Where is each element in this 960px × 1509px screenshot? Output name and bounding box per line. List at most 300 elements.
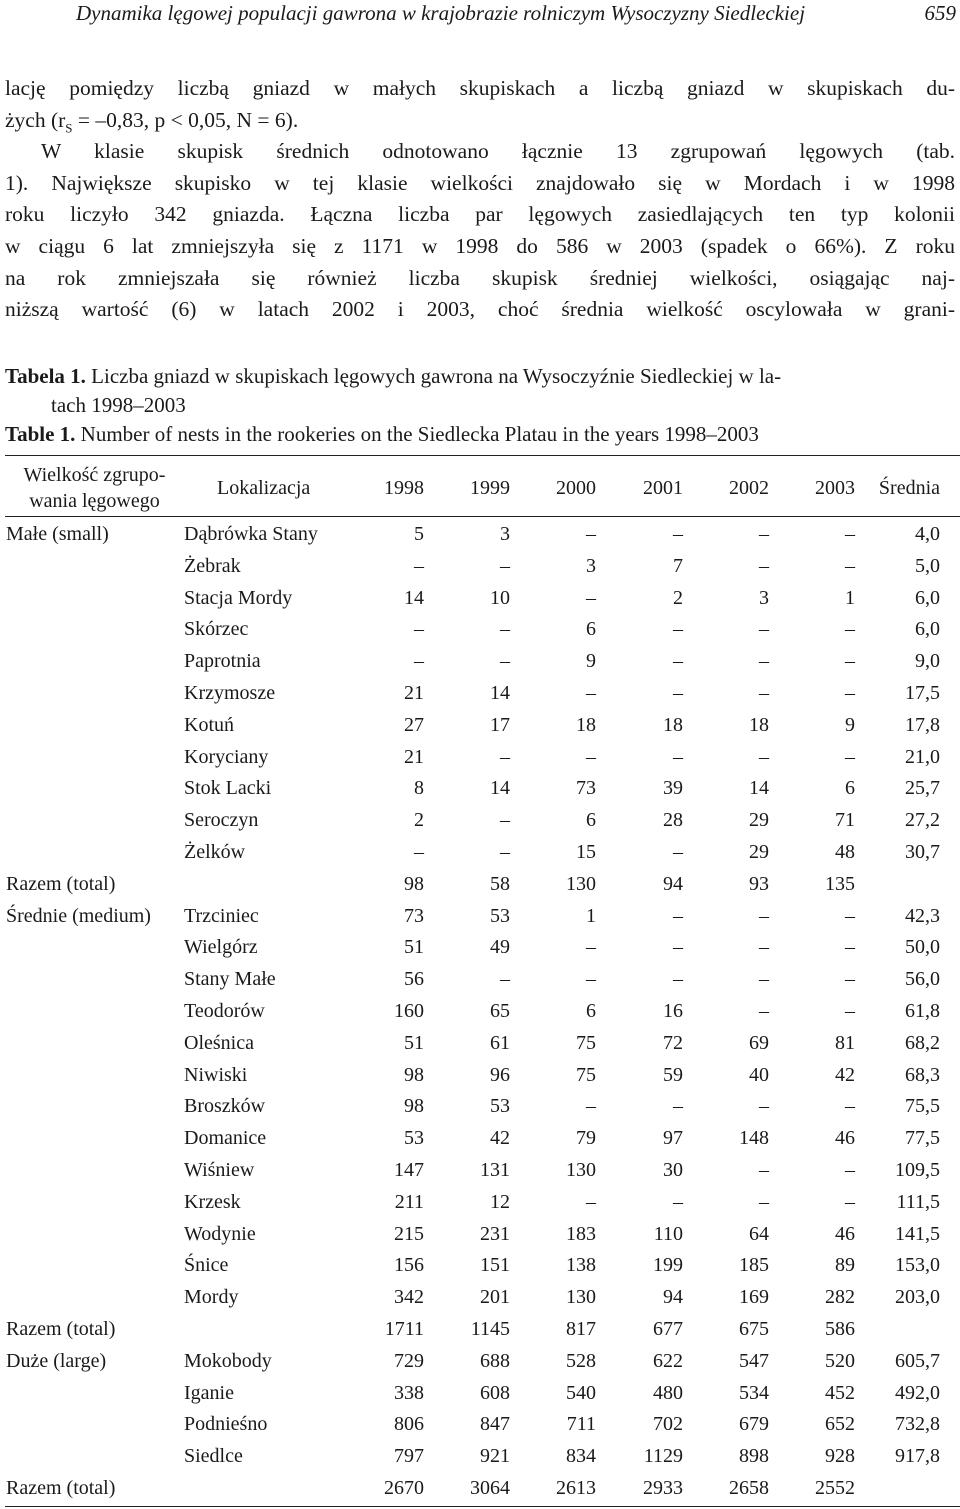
table-row	[0, 1377, 960, 1409]
header-2000: 2000	[556, 477, 596, 499]
cell-average: 141,5	[895, 1222, 940, 1245]
cell-value: –	[500, 809, 510, 832]
cell-value: 46	[835, 1222, 855, 1245]
table-caption-pl	[5, 362, 955, 420]
cell-value: 42	[490, 1127, 510, 1150]
cell-value: 75	[576, 1031, 596, 1054]
cell-average: 605,7	[895, 1349, 940, 1372]
cell-value: 14	[404, 586, 424, 609]
cell-value: 921	[480, 1445, 510, 1468]
cell-value: 46	[835, 1127, 855, 1150]
cell-average: 68,2	[905, 1031, 940, 1054]
cell-value: 73	[576, 777, 596, 800]
cell-value: 151	[480, 1254, 510, 1277]
body-line: 1). Największe skupisko w tej klasie wielkości znajdowało się w Mordach i w 1998	[5, 170, 955, 195]
header-text: Wielkość zgrupo-	[23, 464, 166, 486]
table-row	[0, 772, 960, 804]
cell-location: Stok Lacki	[184, 777, 272, 800]
cell-location: Stacja Mordy	[184, 586, 293, 609]
table-header-rule	[5, 516, 960, 517]
cell-value: –	[759, 523, 769, 545]
cell-value: 797	[394, 1445, 424, 1468]
cell-location: Koryciany	[184, 745, 269, 768]
cell-average: 50,0	[905, 936, 940, 959]
table-row	[0, 1313, 960, 1345]
cell-value: 528	[566, 1349, 596, 1372]
cell-value: 834	[566, 1445, 596, 1468]
cell-value: 547	[739, 1349, 769, 1372]
cell-value: 1	[586, 904, 596, 927]
cell-value: 688	[480, 1349, 510, 1372]
cell-location: Trzciniec	[184, 904, 259, 927]
cell-value: 2552	[815, 1476, 855, 1499]
cell-average: 9,0	[915, 650, 940, 673]
cell-value: 40	[749, 1063, 769, 1086]
header-2001: 2001	[643, 477, 683, 499]
cell-value: 59	[663, 1063, 683, 1086]
cell-value: 1145	[470, 1317, 510, 1340]
cell-average: 4,0	[915, 523, 940, 545]
cell-value: 199	[653, 1254, 683, 1277]
cell-location: Wielgórz	[184, 936, 258, 959]
cell-location: Żebrak	[184, 554, 241, 577]
cell-value: 586	[825, 1317, 855, 1340]
cell-average: 75,5	[905, 1095, 940, 1118]
table-row	[0, 1027, 960, 1059]
cell-value: –	[759, 650, 769, 673]
cell-location: Śnice	[184, 1254, 229, 1277]
cell-location: Seroczyn	[184, 809, 259, 832]
body-line: roku liczyło 342 gniazda. Łączna liczba par lęgowych zasiedlających ten typ kolonii	[5, 202, 955, 227]
cell-value: 2	[414, 809, 424, 832]
cell-value: 2658	[729, 1476, 769, 1499]
cell-value: 17	[490, 713, 510, 736]
cell-value: 53	[404, 1127, 424, 1150]
cell-value: 51	[404, 1031, 424, 1054]
cell-value: 69	[749, 1031, 769, 1054]
cell-value: 9	[845, 713, 855, 736]
cell-location: Broszków	[184, 1095, 266, 1118]
cell-value: 3	[500, 523, 510, 545]
cell-value: 98	[404, 872, 424, 895]
cell-value: 48	[835, 840, 855, 863]
cell-value: 12	[490, 1190, 510, 1213]
cell-value: –	[414, 650, 424, 673]
cell-average: 27,2	[905, 809, 940, 832]
cell-value: 51	[404, 936, 424, 959]
cell-value: 847	[480, 1413, 510, 1436]
body-line: w ciągu 6 lat zmniejszyła się z 1171 w 1998 do 586 w 2003 (spadek o 66%). Z roku	[5, 233, 955, 258]
cell-value: 928	[825, 1445, 855, 1468]
cell-value: 98	[404, 1063, 424, 1086]
cell-group: Średnie (medium)	[6, 904, 151, 927]
cell-value: 97	[663, 1127, 683, 1150]
cell-average: 109,5	[895, 1158, 940, 1181]
table-row	[0, 741, 960, 773]
cell-value: 71	[835, 809, 855, 832]
cell-value: –	[759, 968, 769, 991]
cell-value: 6	[586, 809, 596, 832]
table-row	[0, 550, 960, 582]
cell-group: Małe (small)	[6, 523, 109, 545]
table-row	[0, 709, 960, 741]
cell-value: 608	[480, 1381, 510, 1404]
cell-value: 10	[490, 586, 510, 609]
cell-value: 2670	[384, 1476, 424, 1499]
cell-location: Mokobody	[184, 1349, 272, 1372]
cell-value: –	[845, 650, 855, 673]
header-1998: 1998	[384, 477, 424, 499]
cell-value: –	[500, 745, 510, 768]
cell-average: 42,3	[905, 904, 940, 927]
cell-value: 89	[835, 1254, 855, 1277]
body-line: W klasie skupisk średnich odnotowano łącznie 13 zgrupowań lęgowych (tab.	[41, 139, 955, 164]
cell-value: 169	[739, 1286, 769, 1309]
table-row	[0, 868, 960, 900]
cell-value: 2933	[643, 1476, 683, 1499]
cell-value: –	[845, 1190, 855, 1213]
table-row	[0, 1059, 960, 1091]
table-row	[0, 1249, 960, 1281]
cell-value: 110	[653, 1222, 683, 1245]
cell-value: 14	[490, 777, 510, 800]
cell-value: –	[500, 968, 510, 991]
cell-average: 111,5	[896, 1190, 940, 1213]
cell-value: –	[845, 745, 855, 768]
table-row	[0, 1281, 960, 1313]
cell-value: 96	[490, 1063, 510, 1086]
cell-value: –	[759, 745, 769, 768]
caption-label: Table 1.	[5, 422, 76, 446]
cell-value: 72	[663, 1031, 683, 1054]
cell-value: –	[759, 1190, 769, 1213]
cell-average: 5,0	[915, 554, 940, 577]
cell-location: Dąbrówka Stany	[184, 523, 318, 545]
cell-value: 452	[825, 1381, 855, 1404]
table-row	[0, 613, 960, 645]
cell-location: Teodorów	[184, 999, 265, 1022]
cell-value: 711	[566, 1413, 596, 1436]
cell-location: Wodynie	[184, 1222, 256, 1245]
cell-value: –	[759, 1158, 769, 1181]
cell-value: –	[759, 904, 769, 927]
cell-value: 14	[749, 777, 769, 800]
cell-value: –	[845, 554, 855, 577]
cell-value: 3064	[470, 1476, 510, 1499]
caption-line: tach 1998–2003	[51, 393, 186, 417]
cell-value: 64	[749, 1222, 769, 1245]
cell-value: –	[500, 618, 510, 641]
body-line-text: = –0,83, p < 0,05, N = 6).	[72, 107, 299, 132]
cell-value: 93	[749, 872, 769, 895]
cell-value: –	[673, 936, 683, 959]
cell-value: 1	[845, 586, 855, 609]
header-average: Średnia	[878, 477, 940, 499]
table-row	[0, 1186, 960, 1218]
table-row	[0, 804, 960, 836]
cell-value: 29	[749, 840, 769, 863]
cell-location: Żelków	[184, 840, 246, 863]
cell-value: 61	[490, 1031, 510, 1054]
cell-value: 16	[663, 999, 683, 1022]
cell-value: –	[586, 1190, 596, 1213]
cell-location: Iganie	[184, 1381, 234, 1404]
cell-value: –	[586, 745, 596, 768]
cell-value: –	[845, 523, 855, 545]
cell-location: Skórzec	[184, 618, 249, 641]
cell-value: –	[673, 618, 683, 641]
table-row	[0, 1154, 960, 1186]
cell-group: Razem (total)	[6, 872, 116, 895]
cell-value: 6	[845, 777, 855, 800]
cell-value: 75	[576, 1063, 596, 1086]
table-row	[0, 963, 960, 995]
header-location: Lokalizacja	[217, 477, 311, 499]
cell-value: 18	[663, 713, 683, 736]
cell-value: –	[586, 1095, 596, 1118]
header-group-size	[7, 462, 182, 514]
caption-text: Number of nests in the rookeries on the Siedlecka Platau in the years 1998–2003	[75, 422, 759, 446]
cell-value: –	[759, 936, 769, 959]
cell-value: 53	[490, 1095, 510, 1118]
cell-value: 49	[490, 936, 510, 959]
cell-value: 160	[394, 999, 424, 1022]
cell-value: 81	[835, 1031, 855, 1054]
cell-value: 56	[404, 968, 424, 991]
cell-value: 6	[586, 999, 596, 1022]
caption-label: Tabela 1.	[5, 364, 86, 388]
cell-value: 3	[759, 586, 769, 609]
table-top-rule	[5, 455, 960, 456]
cell-value: –	[845, 618, 855, 641]
cell-value: 215	[394, 1222, 424, 1245]
header-2002: 2002	[729, 477, 769, 499]
cell-value: 201	[480, 1286, 510, 1309]
cell-value: 520	[825, 1349, 855, 1372]
cell-value: –	[673, 1095, 683, 1118]
body-line: niższą wartość (6) w latach 2002 i 2003, choć średnia wielkość oscylowała w grani-	[5, 297, 955, 322]
cell-value: 131	[480, 1158, 510, 1181]
cell-value: 58	[490, 872, 510, 895]
cell-value: –	[759, 681, 769, 704]
cell-value: 14	[490, 681, 510, 704]
cell-value: –	[586, 586, 596, 609]
cell-average: 30,7	[905, 840, 940, 863]
cell-value: –	[759, 554, 769, 577]
table-row	[0, 1090, 960, 1122]
cell-value: 130	[566, 872, 596, 895]
cell-value: 675	[739, 1317, 769, 1340]
cell-value: –	[414, 840, 424, 863]
running-title: Dynamika lęgowej populacji gawrona w krajobrazie rolniczym Wysoczyzny Siedleckiej	[76, 1, 806, 25]
cell-value: 21	[404, 681, 424, 704]
cell-value: 3	[586, 554, 596, 577]
cell-value: 6	[586, 618, 596, 641]
cell-value: –	[673, 904, 683, 927]
cell-average: 917,8	[895, 1445, 940, 1468]
cell-value: 73	[404, 904, 424, 927]
cell-value: 231	[480, 1222, 510, 1245]
cell-average: 6,0	[915, 618, 940, 641]
cell-value: 534	[739, 1381, 769, 1404]
table-row	[0, 1218, 960, 1250]
body-line-text: żych (r	[5, 107, 66, 132]
cell-average: 17,5	[905, 681, 940, 704]
cell-value: 135	[825, 872, 855, 895]
cell-value: –	[414, 618, 424, 641]
cell-location: Krzymosze	[184, 681, 276, 704]
cell-value: 65	[490, 999, 510, 1022]
table-row	[0, 995, 960, 1027]
cell-value: –	[845, 904, 855, 927]
cell-value: 679	[739, 1413, 769, 1436]
table-row	[0, 836, 960, 868]
cell-value: 9	[586, 650, 596, 673]
body-line: na rok zmniejszała się również liczba skupisk średniej wielkości, osiągając naj-	[5, 265, 955, 290]
cell-average: 77,5	[905, 1127, 940, 1150]
cell-value: –	[673, 840, 683, 863]
cell-average: 732,8	[895, 1413, 940, 1436]
cell-average: 17,8	[905, 713, 940, 736]
cell-group: Duże (large)	[6, 1349, 107, 1372]
cell-value: –	[673, 1190, 683, 1213]
table-row	[0, 518, 960, 550]
table-row	[0, 645, 960, 677]
cell-value: 480	[653, 1381, 683, 1404]
cell-value: 1711	[384, 1317, 424, 1340]
caption-text: Liczba gniazd w skupiskach lęgowych gawrona na Wysoczyźnie Siedleckiej w la-	[85, 364, 782, 388]
data-table	[0, 518, 960, 1504]
body-paragraph	[5, 73, 955, 326]
header-1999: 1999	[470, 477, 510, 499]
cell-value: 652	[825, 1413, 855, 1436]
cell-value: –	[414, 554, 424, 577]
cell-value: 729	[394, 1349, 424, 1372]
cell-value: 138	[566, 1254, 596, 1277]
cell-value: 338	[394, 1381, 424, 1404]
table-row	[0, 1440, 960, 1472]
cell-value: 702	[653, 1413, 683, 1436]
cell-value: 211	[394, 1190, 424, 1213]
cell-average: 25,7	[905, 777, 940, 800]
cell-value: 42	[835, 1063, 855, 1086]
cell-value: –	[586, 523, 596, 545]
cell-value: 806	[394, 1413, 424, 1436]
cell-value: 8	[414, 777, 424, 800]
cell-value: 7	[673, 554, 683, 577]
cell-value: –	[500, 554, 510, 577]
table-row	[0, 900, 960, 932]
cell-value: –	[845, 968, 855, 991]
table-row	[0, 677, 960, 709]
cell-average: 21,0	[905, 745, 940, 768]
table-row	[0, 582, 960, 614]
cell-location: Podnieśno	[184, 1413, 268, 1436]
cell-value: 30	[663, 1158, 683, 1181]
cell-value: –	[759, 1095, 769, 1118]
cell-value: 130	[566, 1158, 596, 1181]
cell-value: –	[673, 745, 683, 768]
table-caption-en	[5, 420, 955, 449]
cell-value: –	[586, 681, 596, 704]
cell-value: 130	[566, 1286, 596, 1309]
page-number: 659	[924, 1, 956, 25]
table-row	[0, 931, 960, 963]
cell-location: Oleśnica	[184, 1031, 254, 1054]
cell-value: 94	[663, 872, 683, 895]
cell-value: 817	[566, 1317, 596, 1340]
table-row	[0, 1122, 960, 1154]
cell-value: –	[673, 523, 683, 545]
cell-value: 5	[414, 523, 424, 545]
cell-location: Niwiski	[184, 1063, 248, 1086]
cell-value: –	[845, 1095, 855, 1118]
cell-location: Krzesk	[184, 1190, 241, 1213]
table-row	[0, 1345, 960, 1377]
cell-value: –	[845, 681, 855, 704]
cell-value: 156	[394, 1254, 424, 1277]
cell-group: Razem (total)	[6, 1476, 116, 1499]
cell-value: –	[500, 650, 510, 673]
cell-value: 148	[739, 1127, 769, 1150]
cell-value: 1129	[643, 1445, 683, 1468]
cell-value: –	[673, 968, 683, 991]
body-line: lację pomiędzy liczbą gniazd w małych skupiskach a liczbą gniazd w skupiskach du-	[5, 76, 955, 100]
body-line	[5, 105, 955, 137]
cell-location: Stany Małe	[184, 968, 276, 991]
table-row	[0, 1472, 960, 1504]
cell-value: 677	[653, 1317, 683, 1340]
cell-value: 282	[825, 1286, 855, 1309]
cell-value: –	[673, 681, 683, 704]
cell-value: 94	[663, 1286, 683, 1309]
cell-value: –	[586, 936, 596, 959]
cell-value: –	[673, 650, 683, 673]
cell-location: Mordy	[184, 1286, 239, 1309]
cell-location: Paprotnia	[184, 650, 261, 673]
cell-value: 27	[404, 713, 424, 736]
cell-value: –	[845, 1158, 855, 1181]
cell-value: –	[500, 840, 510, 863]
cell-value: 21	[404, 745, 424, 768]
table-bottom-rule	[5, 1506, 960, 1507]
cell-location: Domanice	[184, 1127, 267, 1150]
cell-average: 68,3	[905, 1063, 940, 1086]
cell-average: 492,0	[895, 1381, 940, 1404]
cell-value: 53	[490, 904, 510, 927]
cell-value: 98	[404, 1095, 424, 1118]
cell-value: 147	[394, 1158, 424, 1181]
cell-value: 18	[576, 713, 596, 736]
cell-value: 540	[566, 1381, 596, 1404]
cell-value: 28	[663, 809, 683, 832]
caption-line	[5, 362, 955, 391]
cell-value: 622	[653, 1349, 683, 1372]
cell-location: Wiśniew	[184, 1158, 255, 1181]
cell-average: 153,0	[895, 1254, 940, 1277]
cell-value: 2	[673, 586, 683, 609]
cell-value: –	[845, 999, 855, 1022]
cell-average: 203,0	[895, 1286, 940, 1309]
cell-value: –	[759, 618, 769, 641]
header-text: wania lęgowego	[29, 490, 160, 512]
header-2003: 2003	[815, 477, 855, 499]
subscript: S	[65, 119, 73, 135]
running-header	[0, 0, 960, 30]
cell-average: 6,0	[915, 586, 940, 609]
cell-value: 39	[663, 777, 683, 800]
cell-value: 18	[749, 713, 769, 736]
